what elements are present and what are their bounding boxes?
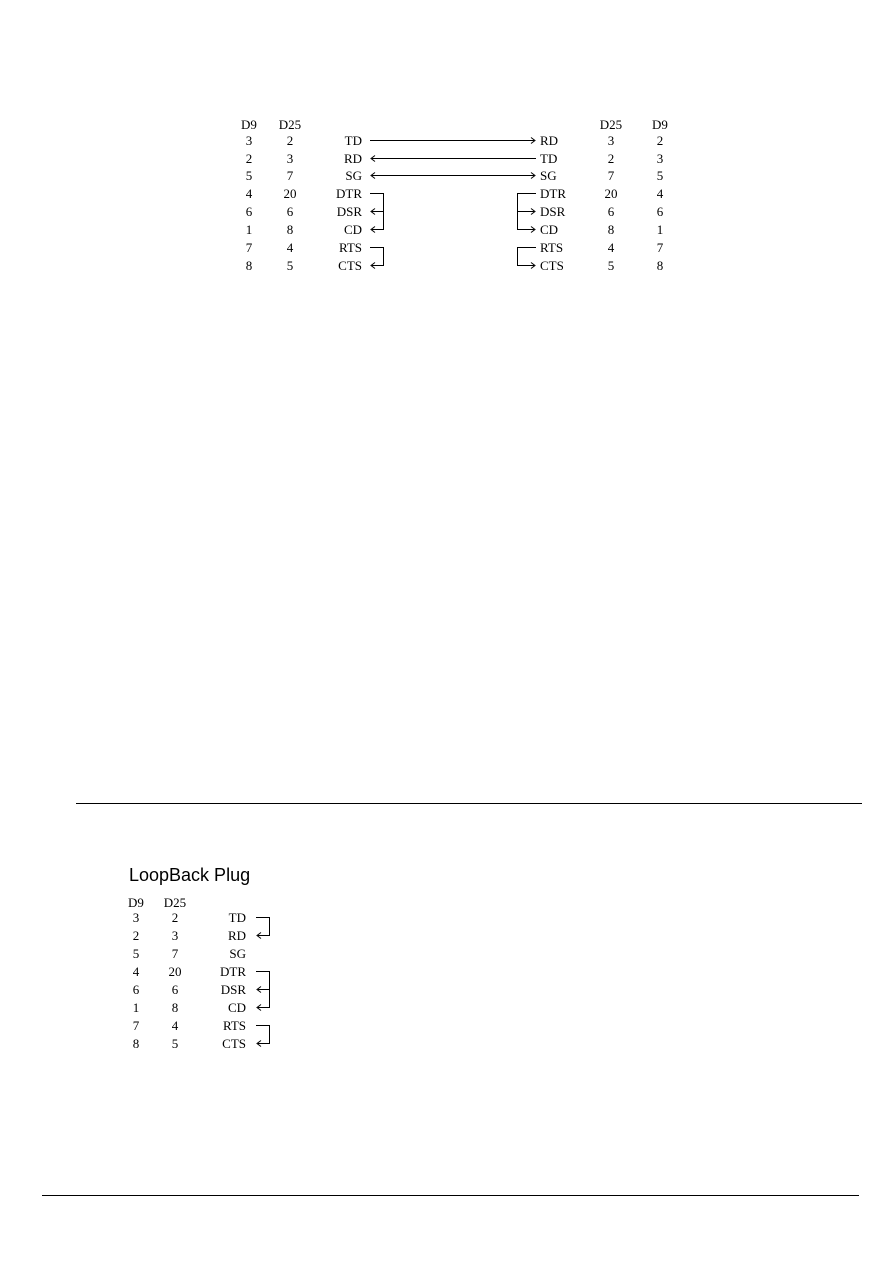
loopback-d25-pin: 4 (171, 1018, 179, 1033)
loopback-d25-pin: 6 (171, 982, 179, 997)
right-signal-label: DSR (540, 204, 566, 219)
right-signal-label: SG (540, 168, 557, 183)
right-d9-pin: 6 (656, 204, 664, 219)
loopback-d25-pin: 5 (171, 1036, 179, 1051)
loopback-d9-pin: 6 (132, 982, 140, 997)
right-signal-label: RD (540, 133, 559, 148)
loopback-td-rd-loop (256, 918, 270, 936)
left-signal-label: CD (343, 222, 362, 237)
left-signal-label: RTS (338, 240, 362, 255)
left-signal-label: SG (345, 168, 362, 183)
left-d25-pin: 4 (286, 240, 294, 255)
right-d25-pin: 20 (604, 186, 618, 201)
left-d9-pin: 4 (245, 186, 253, 201)
loopback-d9-pin: 5 (132, 946, 140, 961)
loopback-d9-pin: 7 (132, 1018, 140, 1033)
loopback-d25-pin: 2 (171, 910, 179, 925)
left-d25-pin: 7 (286, 168, 294, 183)
right-d25-header: D25 (599, 117, 623, 132)
right-d9-pin: 4 (656, 186, 664, 201)
left-d25-pin: 3 (286, 151, 294, 166)
loopback-d25-pin: 7 (171, 946, 179, 961)
right-d9-header: D9 (652, 117, 668, 132)
right-d25-pin: 5 (607, 258, 615, 273)
loopback-signal-label: DTR (220, 964, 246, 979)
left-d25-pin: 20 (283, 186, 297, 201)
loopback-signal-label: TD (228, 910, 246, 925)
left-d9-pin: 8 (245, 258, 253, 273)
left-d9-pin: 7 (245, 240, 253, 255)
right-d25-pin: 7 (607, 168, 615, 183)
loopback-signal-label: CTS (222, 1036, 246, 1051)
footer-divider (42, 1195, 859, 1196)
right-d9-pin: 3 (656, 151, 664, 166)
loopback-d9-pin: 4 (132, 964, 140, 979)
left-d25-pin: 5 (286, 258, 294, 273)
left-signal-label: DTR (336, 186, 362, 201)
left-d9-header: D9 (241, 117, 257, 132)
right-signal-label: TD (540, 151, 558, 166)
loopback-d9-pin: 8 (132, 1036, 140, 1051)
loopback-d9-pin: 2 (132, 928, 140, 943)
loopback-d25-header: D25 (163, 895, 187, 910)
left-d25-pin: 8 (286, 222, 294, 237)
left-d25-header: D25 (278, 117, 302, 132)
loopback-signal-label: RTS (222, 1018, 246, 1033)
left-signal-label: RD (343, 151, 362, 166)
left-d9-pin: 3 (245, 133, 253, 148)
right-d25-pin: 2 (607, 151, 615, 166)
right-signal-label: CD (540, 222, 559, 237)
right-d9-pin: 2 (656, 133, 664, 148)
right-d9-pin: 8 (656, 258, 664, 273)
right-signal-label: RTS (540, 240, 564, 255)
left-signal-label: TD (344, 133, 362, 148)
loopback-signal-label: RD (227, 928, 246, 943)
loopback-title: LoopBack Plug (129, 865, 251, 885)
right-d9-pin: 5 (656, 168, 664, 183)
right-signal-label: CTS (540, 258, 564, 273)
loopback-signal-label: SG (229, 946, 246, 961)
loopback-d25-pin: 3 (171, 928, 179, 943)
loopback-rts-cts-loop (256, 1026, 270, 1044)
left-signal-label: CTS (338, 258, 362, 273)
loopback-d9-pin: 1 (132, 1000, 140, 1015)
left-d9-pin: 5 (245, 168, 253, 183)
left-d9-pin: 6 (245, 204, 253, 219)
left-d9-pin: 1 (245, 222, 253, 237)
loopback-signal-label: DSR (220, 982, 246, 997)
loopback-d25-pin: 8 (171, 1000, 179, 1015)
right-d9-pin: 7 (656, 240, 664, 255)
right-d25-pin: 6 (607, 204, 615, 219)
left-signal-label: DSR (336, 204, 362, 219)
loopback-d9-pin: 3 (132, 910, 140, 925)
right-d9-pin: 1 (656, 222, 664, 237)
left-d25-pin: 2 (286, 133, 294, 148)
right-d25-pin: 8 (607, 222, 615, 237)
right-d25-pin: 4 (607, 240, 615, 255)
right-signal-label: DTR (540, 186, 566, 201)
loopback-signal-label: CD (227, 1000, 246, 1015)
loopback-d25-pin: 20 (168, 964, 182, 979)
left-d9-pin: 2 (245, 151, 253, 166)
loopback-d9-header: D9 (128, 895, 144, 910)
right-d25-pin: 3 (607, 133, 615, 148)
left-d25-pin: 6 (286, 204, 294, 219)
